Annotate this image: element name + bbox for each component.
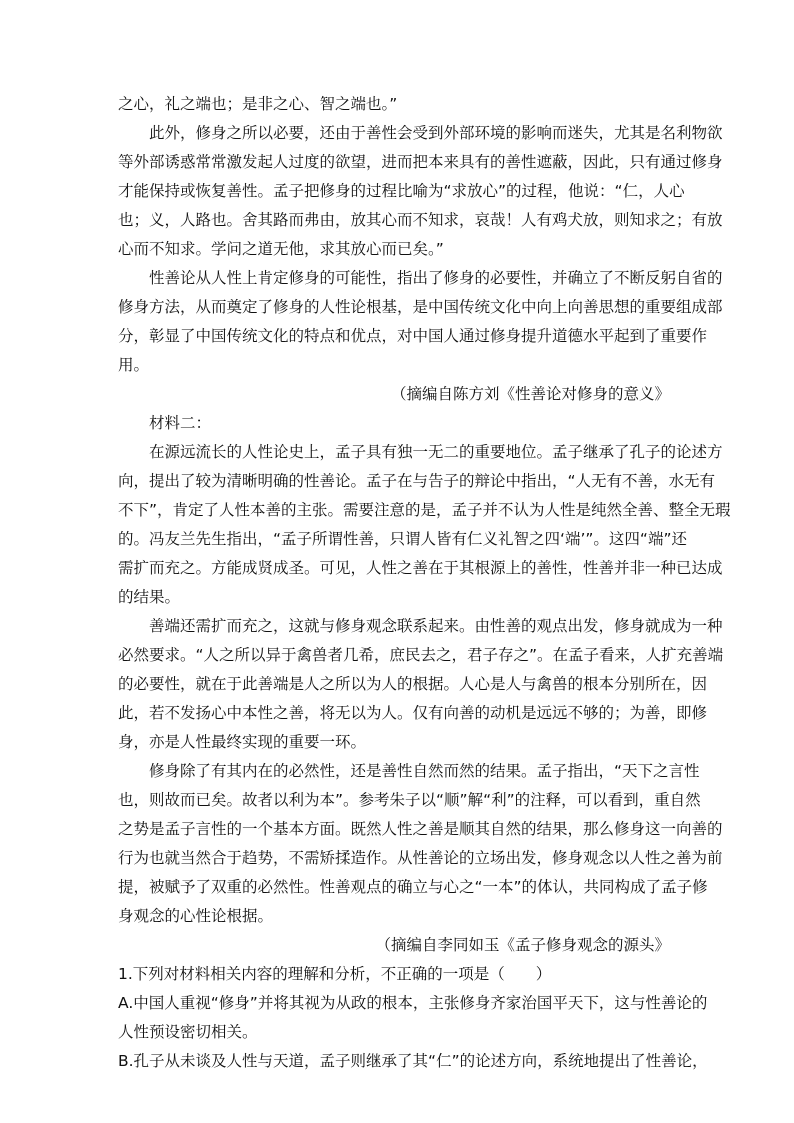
text-line: 也，则故而已矣。故者以利为本”。参考朱子以“顺”解“利”的注释，可以看到，重自然	[118, 791, 701, 809]
text-line: 之心，礼之端也；是非之心、智之端也。”	[118, 95, 398, 113]
text-line: 行为也就当然合于趋势，不需矫揉造作。从性善论的立场出发，修身观念以人性之善为前	[118, 849, 723, 867]
text-line: 在源远流长的人性论史上，孟子具有独一无二的重要地位。孟子继承了孔子的论述方	[149, 443, 723, 461]
text-line: 向，提出了较为清晰明确的性善论。孟子在与告子的辩论中指出，“人无有不善，水无有	[118, 472, 716, 490]
text-line: 之势是孟子言性的一个基本方面。既然人性之善是顺其自然的结果，那么修身这一向善的	[118, 820, 723, 838]
text-line: 不下”，肯定了人性本善的主张。需要注意的是，孟子并不认为人性是纯然全善、整全无瑕	[118, 501, 731, 519]
text-line: 此外，修身之所以必要，还由于善性会受到外部环境的影响而迷失，尤其是名利物欲	[149, 124, 723, 142]
text-line: 的必要性，就在于此善端是人之所以为人的根据。人心是人与禽兽的根本分别所在，因	[118, 675, 708, 693]
text-line: 的结果。	[118, 588, 181, 606]
option-a-continued: 人性预设密切相关。	[118, 1023, 258, 1041]
text-line: 需扩而充之。方能成贤成圣。可见，人性之善在于其根源上的善性，性善并非一种已达成	[118, 559, 723, 577]
text-line: 身观念的心性论根据。	[118, 907, 274, 925]
text-line: 修身方法，从而奠定了修身的人性论根基，是中国传统文化中向上向善思想的重要组成部	[118, 298, 723, 316]
text-line: 心而不知求。学问之道无他，求其放心而已矣。”	[118, 240, 444, 258]
text-line: 必然要求。“人之所以异于禽兽者几希，庶民去之，君子存之”。在孟子看来，人扩充善端	[118, 646, 724, 664]
source-citation: （摘编自陈方刘《性善论对修身的意义》	[390, 385, 670, 403]
text-line: 身，亦是人性最终实现的重要一环。	[118, 733, 367, 751]
text-line: 用。	[118, 356, 150, 374]
text-line: 分，彰显了中国传统文化的特点和优点，对中国人通过修身提升道德水平起到了重要作	[118, 327, 708, 345]
section-heading: 材料二：	[149, 414, 212, 432]
text-line: 性善论从人性上肯定修身的可能性，指出了修身的必要性，并确立了不断反躬自省的	[149, 269, 723, 287]
question-stem: 1.下列对材料相关内容的理解和分析，不正确的一项是（ ）	[118, 965, 552, 983]
source-citation: （摘编自李同如玉《孟子修身观念的源头》	[375, 936, 670, 954]
text-line: 等外部诱惑常常激发起人过度的欲望，进而把本来具有的善性遮蔽，因此，只有通过修身	[118, 153, 723, 171]
text-line: 才能保持或恢复善性。孟子把修身的过程比喻为“求放心”的过程，他说：“仁，人心	[118, 182, 685, 200]
option-a: A.中国人重视“修身”并将其视为从政的根本，主张修身齐家治国平天下，这与性善论的	[118, 994, 708, 1012]
text-line: 的。冯友兰先生指出，“孟子所谓性善，只谓人皆有仁义礼智之四‘端’”。这四“端”还	[118, 530, 687, 548]
option-b: B.孔子从未谈及人性与天道，孟子则继承了其“仁”的论述方向，系统地提出了性善论，	[118, 1052, 708, 1070]
document-page	[118, 90, 731, 1076]
text-line: 修身除了有其内在的必然性，还是善性自然而然的结果。孟子指出，“天下之言性	[149, 762, 700, 780]
text-line: 善端还需扩而充之，这就与修身观念联系起来。由性善的观点出发，修身就成为一种	[149, 617, 723, 635]
text-line: 此，若不发扬心中本性之善，将无以为人。仅有向善的动机是远远不够的；为善，即修	[118, 704, 708, 722]
text-line: 也；义，人路也。舍其路而弗由，放其心而不知求，哀哉！人有鸡犬放，则知求之；有放	[118, 211, 723, 229]
text-line: 提，被赋予了双重的必然性。性善观点的确立与心之“一本”的体认，共同构成了孟子修	[118, 878, 708, 896]
